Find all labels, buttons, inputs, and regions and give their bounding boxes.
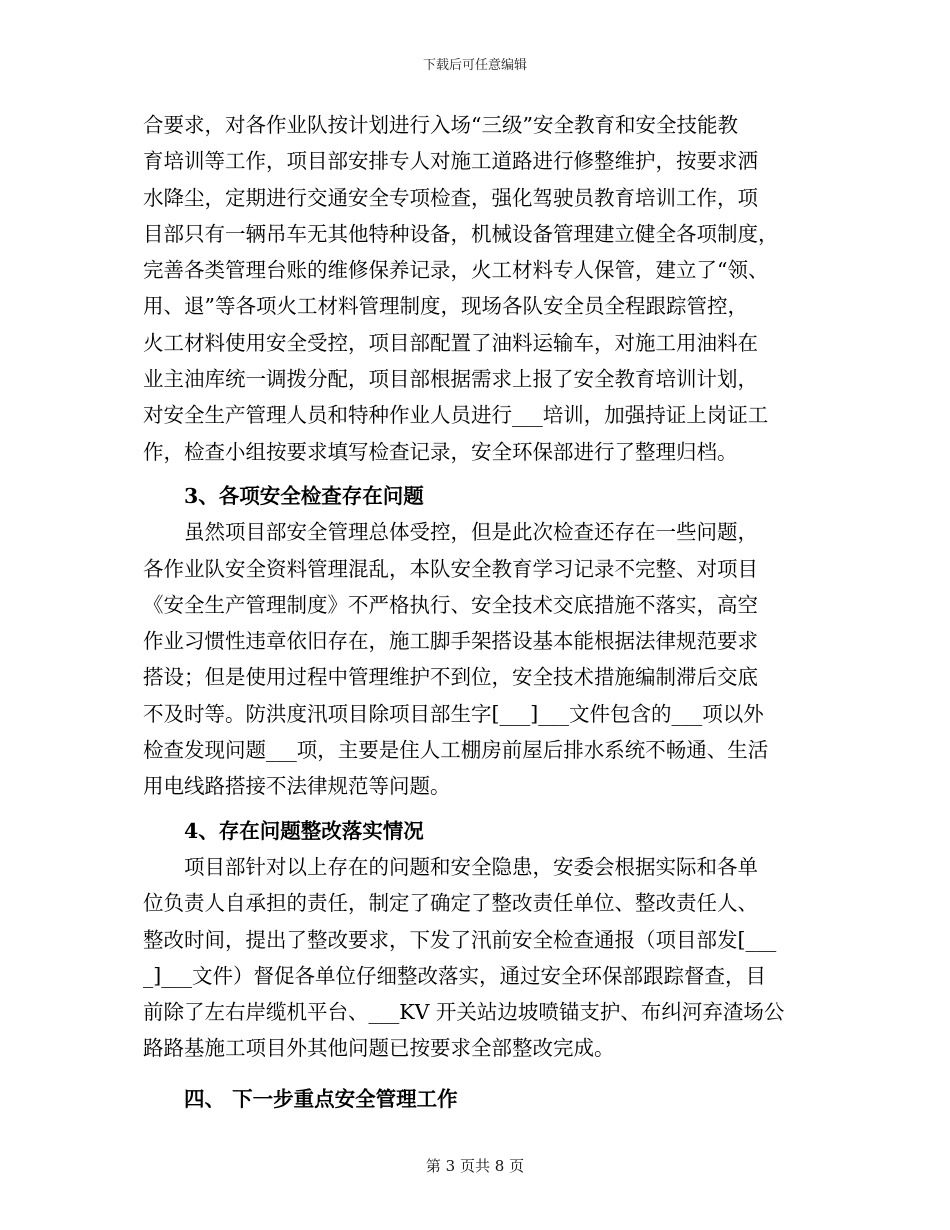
text-line: 完善各类管理台账的维修保养记录，火工材料专人保管，建立了“领、 <box>143 258 769 283</box>
text-line: 各作业队安全资料管理混乱，本队安全教育学习记录不完整、对项目 <box>143 556 758 581</box>
document-body <box>143 107 808 1117</box>
section-heading-next-steps: 四、 下一步重点安全管理工作 <box>184 1086 458 1111</box>
page-header: 下载后可任意编辑 <box>422 58 527 73</box>
page-footer: 第 3 页共 8 页 <box>425 1157 525 1175</box>
text-line: 虽然项目部安全管理总体受控，但是此次检查还存在一些问题， <box>184 520 758 545</box>
text-line: 对安全生产管理人员和特种作业人员进行___培训，加强持证上岗证工 <box>143 403 769 428</box>
text-line: 前除了左右岸缆机平台、___KV 开关站边坡喷锚支护、布纠河弃渣场公 <box>143 1000 785 1025</box>
text-line: 《安全生产管理制度》不严格执行、安全技术交底措施不落实，高空 <box>143 592 758 617</box>
text-line: 水降尘，定期进行交通安全专项检查，强化驾驶员教育培训工作，项 <box>143 185 758 210</box>
text-line: 路路基施工项目外其他问题已按要求全部整改完成。 <box>143 1036 615 1061</box>
text-line: 作业习惯性违章依旧存在，施工脚手架搭设基本能根据法律规范要求 <box>143 629 758 654</box>
text-line: 目部只有一辆吊车无其他特种设备，机械设备管理建立健全各项制度， <box>143 221 779 246</box>
text-line: 用电线路搭接不法律规范等问题。 <box>143 774 451 799</box>
paragraph-rectification <box>143 849 808 1067</box>
text-line: 整改时间，提出了整改要求，下发了汛前安全检查通报（项目部发[___ <box>143 927 777 952</box>
text-line: 育培训等工作，项目部安排专人对施工道路进行修整维护，按要求洒 <box>143 149 758 174</box>
text-line: 不及时等。防洪度汛项目除项目部生字[___]___文件包含的___项以外 <box>143 701 764 726</box>
text-line: 合要求，对各作业队按计划进行入场“三级”安全教育和安全技能教 <box>143 113 738 137</box>
text-line: 火工材料使用安全受控，项目部配置了油料运输车，对施工用油料在 <box>143 330 758 355</box>
paragraph-safety-training <box>143 107 808 470</box>
text-line: 位负责人自承担的责任，制定了确定了整改责任单位、整改责任人、 <box>143 891 758 916</box>
text-line: 项目部针对以上存在的问题和安全隐患，安委会根据实际和各单 <box>184 854 758 879</box>
paragraph-inspection-issues <box>143 514 808 804</box>
section-heading-4: 4、存在问题整改落实情况 <box>184 818 424 843</box>
text-line: 搭设；但是使用过程中管理维护不到位，安全技术措施编制滞后交底 <box>143 665 758 690</box>
text-line: 业主油库统一调拨分配，项目部根据需求上报了安全教育培训计划， <box>143 367 758 392</box>
text-line: _]___文件）督促各单位仔细整改落实，通过安全环保部跟踪督查，目 <box>143 963 766 988</box>
text-line: 检查发现问题___项，主要是住人工棚房前屋后排水系统不畅通、生活 <box>143 738 769 763</box>
text-line: 作，检查小组按要求填写检查记录，安全环保部进行了整理归档。 <box>143 439 738 464</box>
text-line: 用、退”等各项火工材料管理制度，现场各队安全员全程跟踪管控， <box>143 294 748 319</box>
section-heading-3: 3、各项安全检查存在问题 <box>184 483 424 508</box>
